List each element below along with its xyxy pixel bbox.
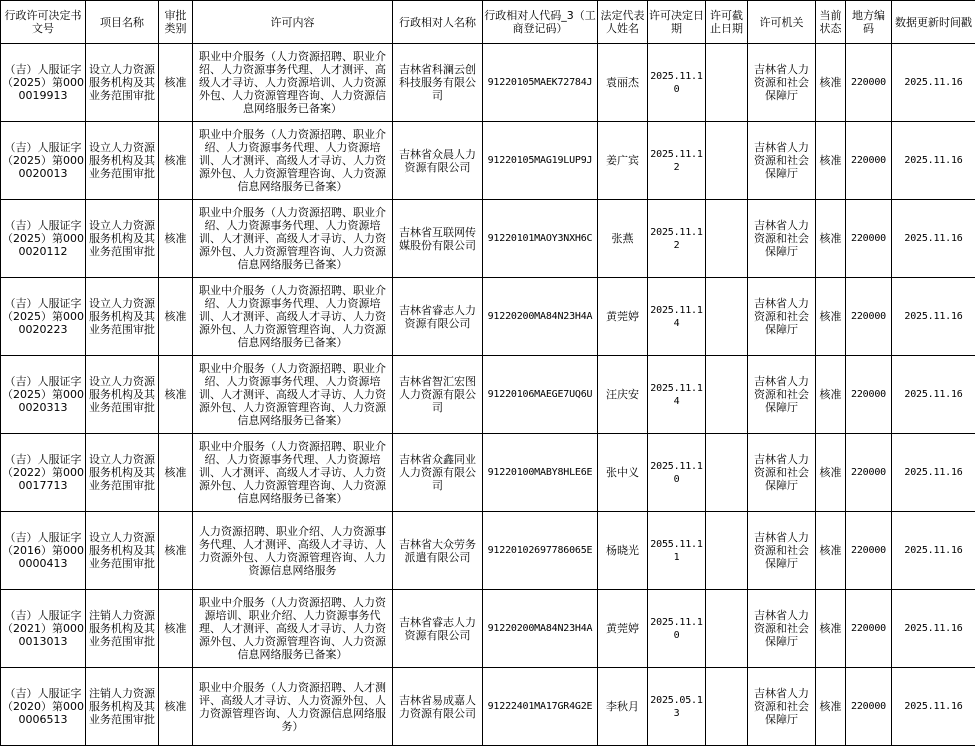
cell-authority: 吉林省人力资源和社会保障厅 [748, 512, 816, 590]
cell-license-content: 职业中介服务（人力资源招聘、职业介绍、人力资源事务代理、人才测评、高级人才寻访、人力资源培训、人力资源外包、人力资源管理咨询、人力资源信息网络服务已备案） [193, 44, 393, 122]
table-row [1, 356, 975, 434]
cell-legal-rep: 张燕 [598, 200, 648, 278]
cell-project-name: 设立人力资源服务机构及其业务范围审批 [86, 356, 159, 434]
cell-region-code: 220000 [846, 434, 892, 512]
cell-decision-date: 2025.05.13 [648, 668, 706, 746]
cell-counterpart-name: 吉林省智汇宏图人力资源有限公司 [393, 356, 483, 434]
header-decision-date: 许可决定日期 [648, 1, 706, 44]
header-expiry-date: 许可截止日期 [706, 1, 748, 44]
cell-region-code: 220000 [846, 278, 892, 356]
cell-status: 核准 [816, 590, 846, 668]
cell-doc-number: （吉）人服证字（2025）第0000020223 [1, 278, 86, 356]
cell-approval-type: 核准 [159, 356, 193, 434]
cell-counterpart-name: 吉林省互联网传媒股份有限公司 [393, 200, 483, 278]
cell-region-code: 220000 [846, 44, 892, 122]
cell-status: 核准 [816, 200, 846, 278]
cell-decision-date: 2025.11.14 [648, 278, 706, 356]
cell-legal-rep: 姜广宾 [598, 122, 648, 200]
table-row [1, 278, 975, 356]
cell-decision-date: 2025.11.10 [648, 434, 706, 512]
cell-counterpart-code: 91220101MAOY3NXH6C [483, 200, 598, 278]
cell-update-timestamp: 2025.11.16 [892, 590, 975, 668]
cell-counterpart-name: 吉林省易成嘉人力资源有限公司 [393, 668, 483, 746]
header-project-name: 项目名称 [86, 1, 159, 44]
cell-project-name: 设立人力资源服务机构及其业务范围审批 [86, 200, 159, 278]
cell-project-name: 设立人力资源服务机构及其业务范围审批 [86, 44, 159, 122]
cell-doc-number: （吉）人服证字（2025）第0000019913 [1, 44, 86, 122]
cell-expiry-date [706, 356, 748, 434]
cell-counterpart-name: 吉林省睿志人力资源有限公司 [393, 278, 483, 356]
cell-approval-type: 核准 [159, 200, 193, 278]
cell-approval-type: 核准 [159, 590, 193, 668]
table-row [1, 122, 975, 200]
table-row [1, 668, 975, 746]
cell-license-content: 职业中介服务（人力资源招聘、职业介绍、人力资源事务代理、人力资源培训、人才测评、高级人才寻访、人力资源外包、人力资源管理咨询、人力资源信息网络服务已备案） [193, 200, 393, 278]
cell-legal-rep: 黄莞婷 [598, 590, 648, 668]
cell-license-content: 职业中介服务（人力资源招聘、职业介绍、人力资源事务代理、人力资源培训、人才测评、高级人才寻访、人力资源外包、人力资源管理咨询、人力资源信息网络服务已备案） [193, 278, 393, 356]
table-row [1, 512, 975, 590]
header-authority: 许可机关 [748, 1, 816, 44]
cell-project-name: 设立人力资源服务机构及其业务范围审批 [86, 278, 159, 356]
table-row [1, 590, 975, 668]
cell-license-content: 职业中介服务（人力资源招聘、职业介绍、人力资源事务代理、人力资源培训、人才测评、高级人才寻访、人力资源外包、人力资源管理咨询、人力资源信息网络服务已备案） [193, 122, 393, 200]
cell-doc-number: （吉）人服证字（2016）第0000000413 [1, 512, 86, 590]
cell-update-timestamp: 2025.11.16 [892, 512, 975, 590]
cell-decision-date: 2025.11.10 [648, 44, 706, 122]
cell-license-content: 职业中介服务（人力资源招聘、人力资源培训、职业介绍、人力资源事务代理、人才测评、高级人才寻访、人力资源外包、人力资源管理咨询、人力资源信息网络服务已备案） [193, 590, 393, 668]
cell-region-code: 220000 [846, 200, 892, 278]
cell-doc-number: （吉）人服证字（2020）第0000006513 [1, 668, 86, 746]
cell-counterpart-code: 91220106MAEGE7UQ6U [483, 356, 598, 434]
cell-update-timestamp: 2025.11.16 [892, 44, 975, 122]
cell-counterpart-name: 吉林省科澜云创科技服务有限公司 [393, 44, 483, 122]
cell-legal-rep: 黄莞婷 [598, 278, 648, 356]
cell-status: 核准 [816, 122, 846, 200]
header-region-code: 地方编码 [846, 1, 892, 44]
cell-expiry-date [706, 590, 748, 668]
cell-expiry-date [706, 668, 748, 746]
table-row [1, 200, 975, 278]
cell-decision-date: 2025.11.12 [648, 200, 706, 278]
cell-counterpart-code: 91222401MA17GR4G2E [483, 668, 598, 746]
cell-status: 核准 [816, 512, 846, 590]
header-update-timestamp: 数据更新时间戳 [892, 1, 975, 44]
cell-approval-type: 核准 [159, 434, 193, 512]
cell-authority: 吉林省人力资源和社会保障厅 [748, 434, 816, 512]
cell-legal-rep: 张中义 [598, 434, 648, 512]
cell-project-name: 设立人力资源服务机构及其业务范围审批 [86, 434, 159, 512]
cell-counterpart-code: 91220105MAEK72784J [483, 44, 598, 122]
header-counterpart-code: 行政相对人代码_3（工商登记码） [483, 1, 598, 44]
cell-approval-type: 核准 [159, 668, 193, 746]
cell-counterpart-name: 吉林省众鑫同业人力资源有限公司 [393, 434, 483, 512]
cell-region-code: 220000 [846, 122, 892, 200]
header-status: 当前状态 [816, 1, 846, 44]
cell-region-code: 220000 [846, 668, 892, 746]
header-approval-type: 审批类别 [159, 1, 193, 44]
cell-decision-date: 2025.11.12 [648, 122, 706, 200]
cell-update-timestamp: 2025.11.16 [892, 122, 975, 200]
header-doc-number: 行政许可决定书文号 [1, 1, 86, 44]
cell-project-name: 注销人力资源服务机构及其业务范围审批 [86, 590, 159, 668]
cell-project-name: 设立人力资源服务机构及其业务范围审批 [86, 512, 159, 590]
cell-license-content: 职业中介服务（人力资源招聘、职业介绍、人力资源事务代理、人力资源培训、人才测评、高级人才寻访、人力资源外包、人力资源管理咨询、人力资源信息网络服务已备案） [193, 356, 393, 434]
cell-counterpart-name: 吉林省众晨人力资源有限公司 [393, 122, 483, 200]
cell-expiry-date [706, 200, 748, 278]
cell-counterpart-code: 91220105MAG19LUP9J [483, 122, 598, 200]
cell-legal-rep: 袁丽杰 [598, 44, 648, 122]
cell-authority: 吉林省人力资源和社会保障厅 [748, 668, 816, 746]
cell-legal-rep: 李秋月 [598, 668, 648, 746]
cell-authority: 吉林省人力资源和社会保障厅 [748, 356, 816, 434]
cell-counterpart-code: 91220100MABY8HLE6E [483, 434, 598, 512]
cell-region-code: 220000 [846, 356, 892, 434]
cell-status: 核准 [816, 434, 846, 512]
cell-counterpart-code: 91220200MA84N23H4A [483, 278, 598, 356]
cell-update-timestamp: 2025.11.16 [892, 200, 975, 278]
cell-doc-number: （吉）人服证字（2022）第0000017713 [1, 434, 86, 512]
cell-counterpart-name: 吉林省睿志人力资源有限公司 [393, 590, 483, 668]
cell-counterpart-name: 吉林省大众劳务派遣有限公司 [393, 512, 483, 590]
cell-region-code: 220000 [846, 512, 892, 590]
header-counterpart-name: 行政相对人名称 [393, 1, 483, 44]
cell-update-timestamp: 2025.11.16 [892, 356, 975, 434]
cell-approval-type: 核准 [159, 278, 193, 356]
cell-status: 核准 [816, 668, 846, 746]
cell-approval-type: 核准 [159, 122, 193, 200]
cell-legal-rep: 杨晓光 [598, 512, 648, 590]
cell-license-content: 人力资源招聘、职业介绍、人力资源事务代理、人才测评、高级人才寻访、人力资源外包、人力资源管理咨询、人力资源信息网络服务 [193, 512, 393, 590]
cell-doc-number: （吉）人服证字（2025）第0000020313 [1, 356, 86, 434]
cell-decision-date: 2025.11.10 [648, 590, 706, 668]
cell-expiry-date [706, 512, 748, 590]
header-license-content: 许可内容 [193, 1, 393, 44]
cell-expiry-date [706, 434, 748, 512]
cell-authority: 吉林省人力资源和社会保障厅 [748, 278, 816, 356]
table-row [1, 44, 975, 122]
cell-legal-rep: 汪庆安 [598, 356, 648, 434]
cell-approval-type: 核准 [159, 512, 193, 590]
cell-license-content: 职业中介服务（人力资源招聘、人才测评、高级人才寻访、人力资源外包、人力资源管理咨询、人力资源信息网络服务） [193, 668, 393, 746]
cell-doc-number: （吉）人服证字（2025）第0000020013 [1, 122, 86, 200]
cell-status: 核准 [816, 44, 846, 122]
cell-expiry-date [706, 44, 748, 122]
cell-project-name: 设立人力资源服务机构及其业务范围审批 [86, 122, 159, 200]
cell-update-timestamp: 2025.11.16 [892, 668, 975, 746]
cell-status: 核准 [816, 278, 846, 356]
cell-license-content: 职业中介服务（人力资源招聘、职业介绍、人力资源事务代理、人力资源培训、人才测评、高级人才寻访、人力资源外包、人力资源管理咨询、人力资源信息网络服务已备案） [193, 434, 393, 512]
cell-counterpart-code: 912201026977860​65E [483, 512, 598, 590]
cell-expiry-date [706, 122, 748, 200]
cell-project-name: 注销人力资源服务机构及其业务范围审批 [86, 668, 159, 746]
cell-decision-date: 2025.11.14 [648, 356, 706, 434]
cell-authority: 吉林省人力资源和社会保障厅 [748, 44, 816, 122]
cell-region-code: 220000 [846, 590, 892, 668]
cell-decision-date: 2055.11.11 [648, 512, 706, 590]
cell-counterpart-code: 91220200MA84N23H4A [483, 590, 598, 668]
table-body [1, 44, 975, 746]
cell-approval-type: 核准 [159, 44, 193, 122]
cell-doc-number: （吉）人服证字（2025）第0000020112 [1, 200, 86, 278]
cell-authority: 吉林省人力资源和社会保障厅 [748, 590, 816, 668]
header-legal-rep: 法定代表人姓名 [598, 1, 648, 44]
header-row [1, 1, 975, 44]
cell-update-timestamp: 2025.11.16 [892, 434, 975, 512]
cell-update-timestamp: 2025.11.16 [892, 278, 975, 356]
cell-authority: 吉林省人力资源和社会保障厅 [748, 122, 816, 200]
cell-status: 核准 [816, 356, 846, 434]
cell-doc-number: （吉）人服证字（2021）第0000013013 [1, 590, 86, 668]
cell-authority: 吉林省人力资源和社会保障厅 [748, 200, 816, 278]
cell-expiry-date [706, 278, 748, 356]
table-row [1, 434, 975, 512]
